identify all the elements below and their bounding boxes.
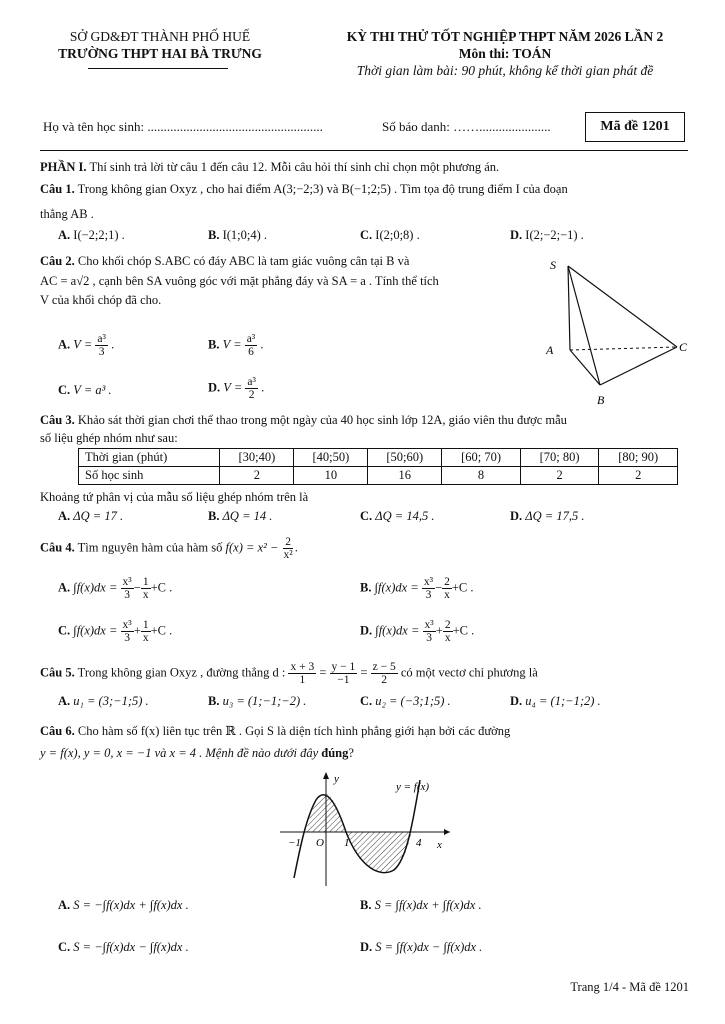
y-axis-arrow [323, 772, 329, 779]
q3-option-d: D. ΔQ = 17,5 . [510, 509, 585, 523]
table-cell: [30;40) [220, 449, 294, 467]
q6-option-d: D. S = ∫f(x)dx − ∫f(x)dx . [360, 940, 483, 954]
q4-function: f(x) = x² − [225, 540, 279, 555]
x-axis-arrow [444, 829, 450, 835]
q5-label: Câu 5. [40, 665, 75, 680]
q3-text-3: Khoảng tứ phân vị của mẫu số liệu ghép nhóm trên là [40, 490, 309, 504]
tick-1: 1 [344, 837, 350, 849]
label-a: A [546, 343, 554, 357]
q1-text: Trong không gian Oxyz , cho hai điểm A(3;−2;3) và B(−1;2;5) . Tìm tọa độ trung điểm I của đoạn [77, 182, 568, 196]
q5-option-b: B. u₃ = (1;−1;−2) . [208, 694, 307, 708]
q2-label: Câu 2. [40, 254, 75, 268]
origin-label: O [316, 837, 324, 849]
label-b: B [597, 393, 605, 407]
q4-text: Tìm nguyên hàm của hàm số [77, 540, 223, 555]
q2-option-d: D. V = $\frac{\text{a³}}{2}$ . [208, 376, 265, 401]
function-graph [280, 768, 460, 888]
q1-stem [40, 180, 692, 198]
student-id-field: Số báo danh: ……...................... [382, 119, 551, 134]
q2-text-3: V của khối chóp đã cho. [40, 293, 162, 307]
school-name: TRƯỜNG THPT HAI BÀ TRƯNG [58, 46, 262, 61]
table-cell: [60; 70) [442, 449, 521, 467]
part1-text: Thí sinh trả lời từ câu 1 đến câu 12. Mỗi câu hỏi thí sinh chỉ chọn một phương án. [89, 160, 500, 174]
exam-time: Thời gian làm bài: 90 phút, không kể thời gian phát đề [356, 63, 654, 78]
q1-text-2: thẳng AB . [40, 207, 94, 221]
edge-sa [568, 266, 570, 350]
q5-stem: Câu 5. Trong không gian Oxyz , đường thẳng d : $\frac{x + 3}{1}$ = $\frac{y - 1}{-1}$ = $\frac{z - 5}{2}$ có một vectơ chỉ phương là [40, 661, 538, 686]
q3-text: Khảo sát thời gian chơi thể thao trong một ngày của 40 học sinh lớp 12A, giáo viên thu được mẫu [77, 413, 567, 427]
exam-title: KỲ THI THỬ TỐT NGHIỆP THPT NĂM 2026 LẦN 2 [346, 29, 664, 44]
q3-table [78, 448, 678, 485]
q6-text: Cho hàm số f(x) liên tục trên ℝ . Gọi S là diện tích hình phẳng giới hạn bởi các đường [77, 724, 511, 738]
part1-title: PHẦN I. [40, 160, 87, 174]
q4-option-d: D. ∫f(x)dx = $\frac{\text{x³}}{3}$ + $\frac{2}{x}$ +C . [360, 619, 475, 644]
q6-text-2: y = f(x), y = 0, x = −1 và x = 4 . Mệnh đề nào dưới đây đúng? [40, 746, 354, 760]
q3-option-c: C. ΔQ = 14,5 . [360, 509, 435, 523]
table-row [79, 467, 678, 485]
q4-option-c: C. ∫f(x)dx = $\frac{\text{x³}}{3}$ + $\frac{1}{x}$ +C . [58, 619, 173, 644]
edge-ac-hidden [570, 347, 677, 350]
q2-option-b: B. V = $\frac{\text{a³}}{6}$ . [208, 333, 264, 358]
q6-option-b: B. S = ∫f(x)dx + ∫f(x)dx . [360, 898, 482, 912]
tick-4: 4 [416, 837, 422, 849]
q2-stem [40, 252, 535, 270]
area-left [306, 794, 346, 832]
q2-option-a: A. V = $\frac{\text{a³}}{3}$ . [58, 333, 115, 358]
q5-text: Trong không gian Oxyz , đường thẳng d : [77, 665, 286, 680]
table-cell: [50;60) [368, 449, 442, 467]
q3-option-b: B. ΔQ = 14 . [208, 509, 273, 523]
q4-stem: Câu 4. Tìm nguyên hàm của hàm số f(x) = x² − $\frac{2}{\text{x²}}$ . [40, 536, 298, 561]
table-cell: [80; 90) [599, 449, 678, 467]
dept-name: SỞ GD&ĐT THÀNH PHỐ HUẾ [69, 29, 251, 44]
subject: Môn thi: TOÁN [458, 46, 552, 61]
q2-option-c: C. V = a³ . [58, 383, 112, 397]
q2-text-2: AC = a√2 , cạnh bên SA vuông góc với mặt phẳng đáy và SA = a . Tính thể tích [40, 274, 439, 288]
q4-option-b: B. ∫f(x)dx = $\frac{\text{x³}}{3}$ − $\frac{2}{x}$ +C . [360, 576, 474, 601]
pyramid-figure [540, 252, 700, 412]
q5-option-c: C. u₂ = (−3;1;5) . [360, 694, 451, 708]
q6-label: Câu 6. [40, 724, 75, 738]
q1-option-d: D. I(2;−2;−1) . [510, 228, 584, 242]
table-cell: Thời gian (phút) [79, 449, 220, 467]
q1-option-b: B. I(1;0;4) . [208, 228, 268, 242]
q5-option-d: D. u₄ = (1;−1;2) . [510, 694, 601, 708]
table-cell: 2 [220, 467, 294, 485]
q3-stem [40, 411, 692, 429]
y-label: y [334, 773, 339, 785]
header-left [30, 28, 290, 62]
tick-neg1: −1 [288, 837, 301, 849]
q3-option-a: A. ΔQ = 17 . [58, 509, 124, 523]
label-s: S [550, 258, 556, 272]
edge-sc [568, 266, 677, 347]
q4-label: Câu 4. [40, 540, 75, 555]
table-cell: Số học sinh [79, 467, 220, 485]
divider [40, 150, 688, 151]
table-cell: [70; 80) [520, 449, 599, 467]
q3-text-2: số liệu ghép nhóm như sau: [40, 431, 178, 445]
table-cell: 10 [294, 467, 368, 485]
part1-heading [40, 158, 690, 176]
header-right [300, 28, 710, 79]
table-cell: 16 [368, 467, 442, 485]
q5-text-post: có một vectơ chỉ phương là [400, 665, 538, 680]
header-underline [88, 68, 228, 69]
q1-label: Câu 1. [40, 182, 75, 196]
q1-option-a: A. I(−2;2;1) . [58, 228, 125, 242]
q3-label: Câu 3. [40, 413, 75, 427]
q4-option-a: A. ∫f(x)dx = $\frac{\text{x³}}{3}$ − $\frac{1}{x}$ +C . [58, 576, 173, 601]
exam-code-box: Mã đề 1201 [585, 112, 685, 142]
edge-bc [600, 347, 677, 385]
student-name-field: Họ và tên học sinh: ...................................................... [43, 119, 323, 134]
page-footer: Trang 1/4 - Mã đề 1201 [570, 980, 689, 994]
q6-stem [40, 722, 692, 740]
table-cell: 2 [520, 467, 599, 485]
table-cell: 2 [599, 467, 678, 485]
q5-option-a: A. u₁ = (3;−1;5) . [58, 694, 149, 708]
q2-text: Cho khối chóp S.ABC có đáy ABC là tam giác vuông cân tại B và [77, 254, 410, 268]
table-row [79, 449, 678, 467]
q6-option-c: C. S = −∫f(x)dx − ∫f(x)dx . [58, 940, 189, 954]
x-label: x [437, 839, 442, 851]
q6-option-a: A. S = −∫f(x)dx + ∫f(x)dx . [58, 898, 189, 912]
label-c: C [679, 340, 688, 354]
curve-label: y = f(x) [396, 781, 430, 793]
table-cell: [40;50) [294, 449, 368, 467]
table-cell: 8 [442, 467, 521, 485]
q1-option-c: C. I(2;0;8) . [360, 228, 420, 242]
